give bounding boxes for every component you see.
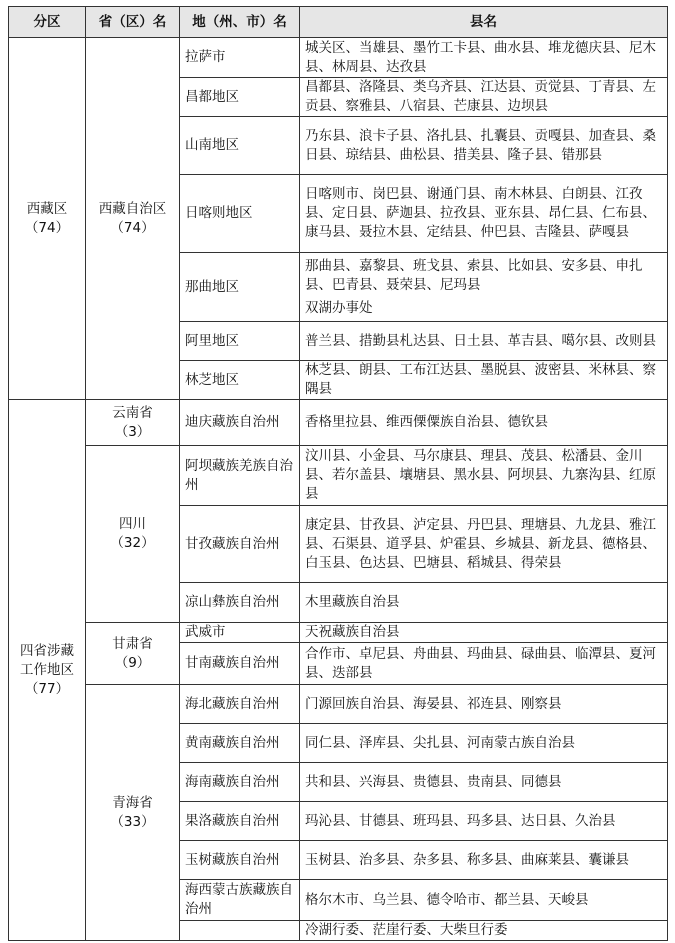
prefecture-cell: 拉萨市 xyxy=(180,38,300,78)
prefecture-cell: 海北藏族自治州 xyxy=(180,685,300,724)
county-cell: 玛沁县、甘德县、班玛县、玛多县、达日县、久治县 xyxy=(300,802,668,841)
prefecture-cell: 那曲地区 xyxy=(180,253,300,322)
province-count: （74） xyxy=(110,219,155,236)
county-extra: 双湖办事处 xyxy=(305,299,373,316)
county-cell: 门源回族自治县、海晏县、祁连县、刚察县 xyxy=(300,685,668,724)
county-cell: 香格里拉县、维西傈僳族自治县、德钦县 xyxy=(300,400,668,446)
province-name: 青海省 xyxy=(112,794,153,811)
province-count: （32） xyxy=(110,535,155,551)
prefecture-cell: 凉山彝族自治州 xyxy=(180,583,300,623)
prefecture-cell: 海西蒙古族藏族自治州 xyxy=(180,880,300,921)
county-cell: 天祝藏族自治县 xyxy=(300,623,668,643)
province-sichuan xyxy=(86,446,180,623)
table-row xyxy=(9,623,668,643)
county-cell: 日喀则市、岗巴县、谢通门县、南木林县、白朗县、江孜县、定日县、萨迦县、拉孜县、亚东县、昂仁县、仁布县、康马县、聂拉木县、定结县、仲巴县、吉隆县、萨嘎县 xyxy=(300,175,668,253)
prefecture-cell: 玉树藏族自治州 xyxy=(180,841,300,880)
header-prefecture: 地（州、市）名 xyxy=(180,7,300,38)
prefecture-cell: 日喀则地区 xyxy=(180,175,300,253)
county-cell: 玉树县、治多县、杂多县、称多县、曲麻莱县、囊谦县 xyxy=(300,841,668,880)
county-cell: 冷湖行委、茫崖行委、大柴旦行委 xyxy=(300,921,668,941)
province-count: （3） xyxy=(114,423,151,440)
county-cell: 木里藏族自治县 xyxy=(300,583,668,623)
table-header-row xyxy=(9,7,668,38)
province-count: （33） xyxy=(110,813,155,830)
county-cell: 普兰县、措勤县札达县、日土县、革吉县、噶尔县、改则县 xyxy=(300,322,668,361)
province-name: 云南省 xyxy=(112,404,153,421)
table-row xyxy=(9,400,668,446)
county-cell: 共和县、兴海县、贵德县、贵南县、同德县 xyxy=(300,763,668,802)
zone-tibet xyxy=(9,38,86,400)
prefecture-cell: 甘南藏族自治州 xyxy=(180,643,300,685)
zone-count: （77） xyxy=(24,680,70,697)
header-province: 省（区）名 xyxy=(86,7,180,38)
prefecture-cell: 迪庆藏族自治州 xyxy=(180,400,300,446)
header-zone: 分区 xyxy=(9,7,86,38)
table-row xyxy=(9,446,668,506)
county-cell: 汶川县、小金县、马尔康县、理县、茂县、松潘县、金川县、若尔盖县、壤塘县、黑水县、阿坝县、九寨沟县、红原县 xyxy=(300,446,668,506)
province-yunnan xyxy=(86,400,180,446)
zone-four-provinces xyxy=(9,400,86,941)
prefecture-cell xyxy=(180,921,300,941)
province-gansu xyxy=(86,623,180,685)
county-table xyxy=(8,6,668,941)
county-cell: 康定县、甘孜县、泸定县、丹巴县、理塘县、九龙县、雅江县、石渠县、道孚县、炉霍县、乡城县、新龙县、德格县、白玉县、色达县、巴塘县、稻城县、得荣县 xyxy=(300,506,668,583)
prefecture-cell: 阿里地区 xyxy=(180,322,300,361)
county-cell: 林芝县、朗县、工布江达县、墨脱县、波密县、米林县、察隅县 xyxy=(300,361,668,400)
county-cell: 同仁县、泽库县、尖扎县、河南蒙古族自治县 xyxy=(300,724,668,763)
prefecture-cell: 林芝地区 xyxy=(180,361,300,400)
zone-count: （74） xyxy=(24,219,70,236)
prefecture-cell: 黄南藏族自治州 xyxy=(180,724,300,763)
county-cell: 乃东县、浪卡子县、洛扎县、扎囊县、贡嘎县、加查县、桑日县、琼结县、曲松县、措美县、隆子县、错那县 xyxy=(300,117,668,175)
province-count: （9） xyxy=(114,654,151,671)
county-cell: 合作市、卓尼县、舟曲县、玛曲县、碌曲县、临潭县、夏河县、迭部县 xyxy=(300,643,668,685)
county-text: 那曲县、嘉黎县、班戈县、索县、比如县、安多县、申扎县、巴青县、聂荣县、尼玛县 xyxy=(305,257,643,293)
province-name: 四川 xyxy=(119,516,146,532)
province-qinghai xyxy=(86,685,180,941)
prefecture-cell: 甘孜藏族自治州 xyxy=(180,506,300,583)
prefecture-cell: 阿坝藏族羌族自治州 xyxy=(180,446,300,506)
province-tibet xyxy=(86,38,180,400)
county-cell xyxy=(300,253,668,322)
prefecture-cell: 果洛藏族自治州 xyxy=(180,802,300,841)
county-cell: 格尔木市、乌兰县、德令哈市、都兰县、天峻县 xyxy=(300,880,668,921)
table-row xyxy=(9,685,668,724)
header-county: 县名 xyxy=(300,7,668,38)
prefecture-cell: 海南藏族自治州 xyxy=(180,763,300,802)
prefecture-cell: 山南地区 xyxy=(180,117,300,175)
prefecture-cell: 昌都地区 xyxy=(180,78,300,117)
zone-name: 西藏区 xyxy=(26,200,68,217)
province-name: 西藏自治区 xyxy=(98,200,167,217)
province-name: 甘肃省 xyxy=(112,635,153,652)
prefecture-cell: 武威市 xyxy=(180,623,300,643)
zone-name: 四省涉藏工作地区 xyxy=(20,642,74,678)
table-row xyxy=(9,38,668,78)
county-cell: 昌都县、洛隆县、类乌齐县、江达县、贡觉县、丁青县、左贡县、察雅县、八宿县、芒康县、边坝县 xyxy=(300,78,668,117)
county-cell: 城关区、当雄县、墨竹工卡县、曲水县、堆龙德庆县、尼木县、林周县、达孜县 xyxy=(300,38,668,78)
